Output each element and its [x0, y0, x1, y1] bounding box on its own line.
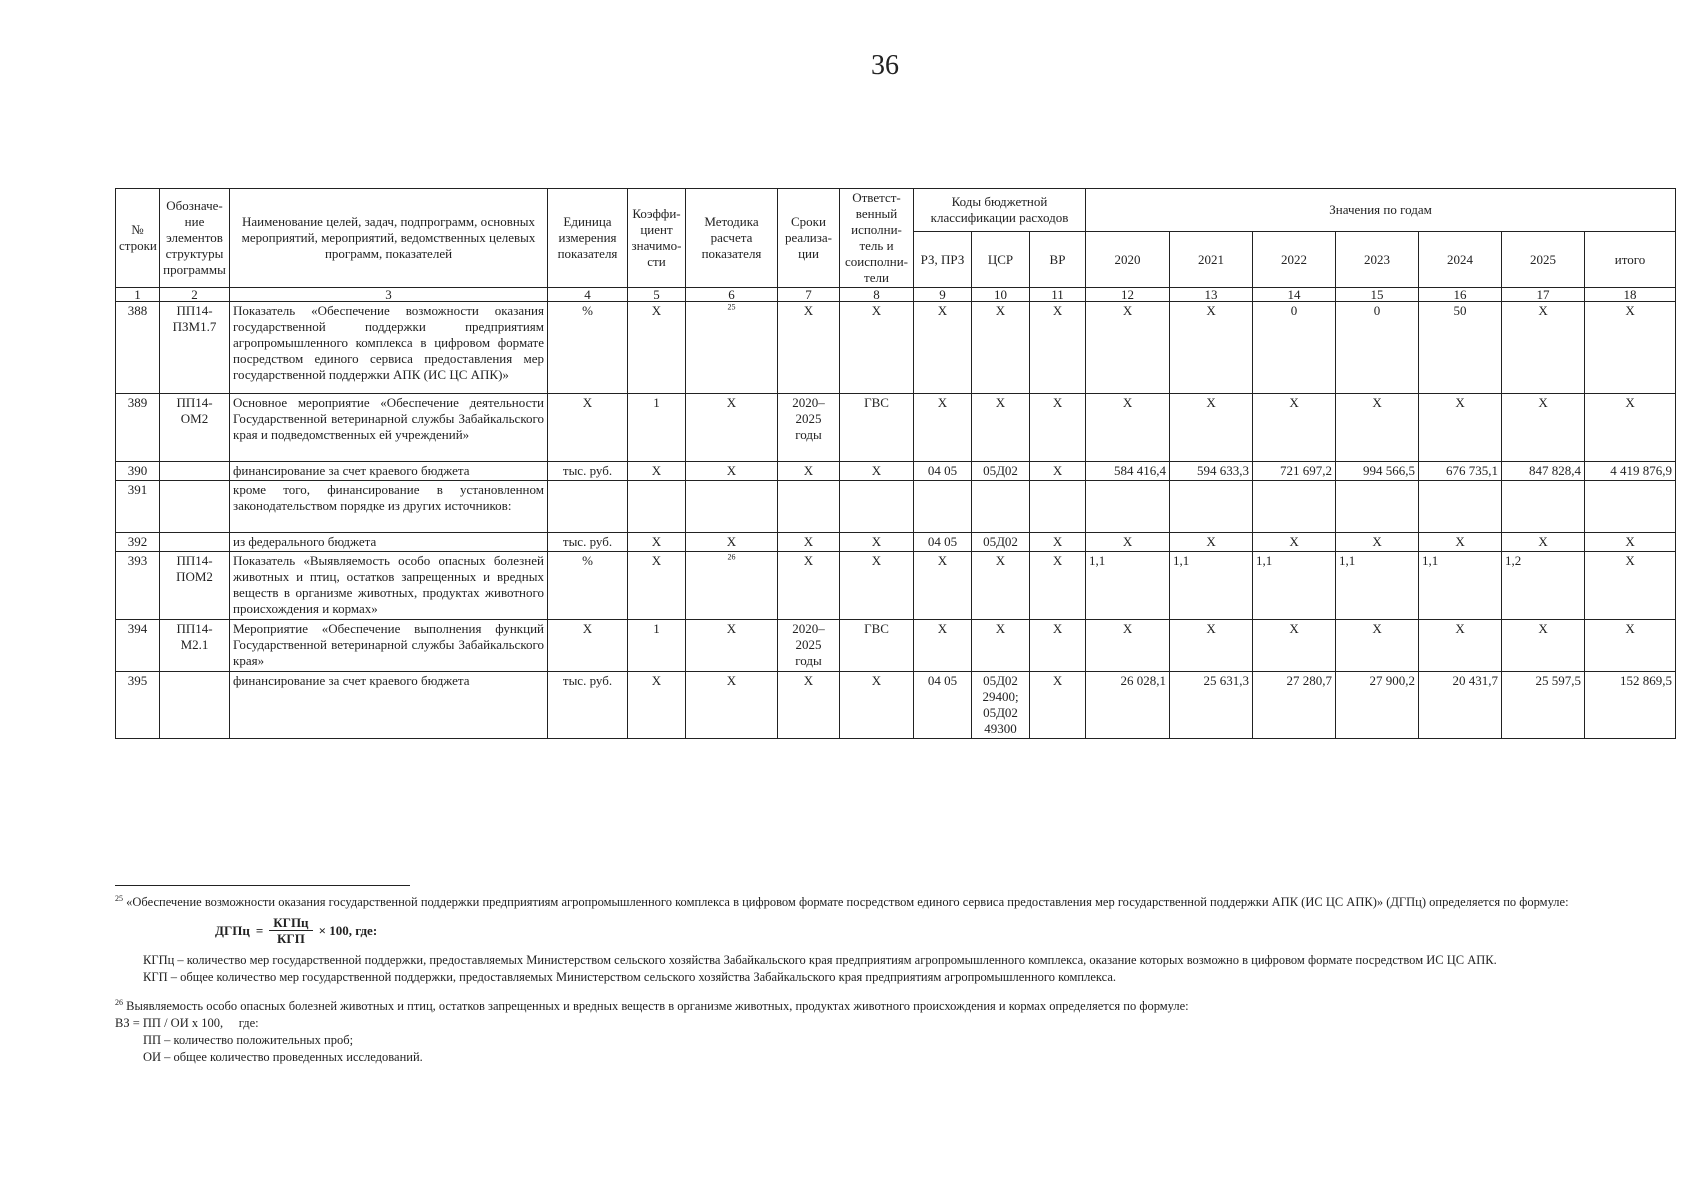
- cell-method: Х: [686, 533, 778, 552]
- cell-responsible: ГВС: [840, 620, 914, 672]
- header-budget-codes: Коды бюджетной классификации расходов: [914, 189, 1086, 232]
- cell-name: Мероприятие «Обеспечение выполнения функций Государственной ветеринарной службы Забайкальского края»: [230, 620, 548, 672]
- cell-2023: [1336, 481, 1419, 533]
- cell-unit: тыс. руб.: [548, 672, 628, 739]
- cell-row-no: 394: [116, 620, 160, 672]
- cell-2021: Х: [1170, 394, 1253, 462]
- cell-name: Показатель «Выявляемость особо опасных болезней животных и птиц, остатков запрещенных и вредных веществ в организме животных, продуктах животного происхождения и кормах»: [230, 552, 548, 620]
- cell-name: Основное мероприятие «Обеспечение деятельности Государственной ветеринарной службы Забайкальского края и подведомственных ей учреждений»: [230, 394, 548, 462]
- cell-rz: Х: [914, 394, 972, 462]
- cell-name: финансирование за счет краевого бюджета: [230, 462, 548, 481]
- footnote-text: Выявляемость особо опасных болезней животных и птиц, остатков запрещенных и вредных веществ в организме животных, продуктах животного происхождения и кормах определяется по формуле:: [126, 999, 1189, 1013]
- cell-coef: Х: [628, 462, 686, 481]
- cell-terms: Х: [778, 462, 840, 481]
- cell-code: [160, 462, 230, 481]
- cell-method: Х: [686, 394, 778, 462]
- column-number: 9: [914, 288, 972, 302]
- cell-responsible: ГВС: [840, 394, 914, 462]
- cell-2021: Х: [1170, 533, 1253, 552]
- cell-vr: [1030, 481, 1086, 533]
- cell-row-no: 392: [116, 533, 160, 552]
- cell-rz: Х: [914, 620, 972, 672]
- cell-total: Х: [1585, 302, 1676, 394]
- cell-rz: 04 05: [914, 672, 972, 739]
- column-number: 4: [548, 288, 628, 302]
- cell-rz: 04 05: [914, 533, 972, 552]
- cell-row-no: 390: [116, 462, 160, 481]
- cell-row-no: 393: [116, 552, 160, 620]
- cell-2020: Х: [1086, 302, 1170, 394]
- header-2024: 2024: [1419, 232, 1502, 288]
- cell-responsible: Х: [840, 302, 914, 394]
- cell-method: [686, 481, 778, 533]
- cell-2023: Х: [1336, 620, 1419, 672]
- cell-csr: 05Д02 29400; 05Д02 49300: [972, 672, 1030, 739]
- cell-terms: Х: [778, 552, 840, 620]
- table-row: [116, 302, 1676, 394]
- cell-2025: [1502, 481, 1585, 533]
- header-csr: ЦСР: [972, 232, 1030, 288]
- cell-csr: Х: [972, 302, 1030, 394]
- cell-code: ПП14-ПОМ2: [160, 552, 230, 620]
- cell-2024: 20 431,7: [1419, 672, 1502, 739]
- formula-tail: × 100, где:: [318, 923, 378, 938]
- cell-method: Х: [686, 462, 778, 481]
- cell-responsible: Х: [840, 533, 914, 552]
- formula-fraction: [269, 915, 312, 946]
- cell-coef: 1: [628, 620, 686, 672]
- footnote-mark: 26: [115, 997, 123, 1007]
- cell-2022: 0: [1253, 302, 1336, 394]
- cell-2021: Х: [1170, 302, 1253, 394]
- cell-vr: Х: [1030, 462, 1086, 481]
- footnote-definition: КГП – общее количество мер государственной поддержки, предоставляемых Министерством сельского хозяйства Забайкальского края предприятиям агропромышленного комплекса.: [143, 970, 1117, 984]
- cell-2022: Х: [1253, 620, 1336, 672]
- cell-unit: %: [548, 552, 628, 620]
- cell-total: [1585, 481, 1676, 533]
- cell-csr: 05Д02: [972, 533, 1030, 552]
- column-number: 6: [686, 288, 778, 302]
- cell-unit: тыс. руб.: [548, 462, 628, 481]
- formula-lhs: ДГПц: [215, 923, 250, 938]
- cell-unit: [548, 481, 628, 533]
- cell-rz: 04 05: [914, 462, 972, 481]
- cell-row-no: 391: [116, 481, 160, 533]
- column-number: 1: [116, 288, 160, 302]
- cell-unit: %: [548, 302, 628, 394]
- cell-terms: [778, 481, 840, 533]
- footnote-26: [115, 998, 1675, 1015]
- table-row: [116, 672, 1676, 739]
- cell-responsible: Х: [840, 672, 914, 739]
- footnote-definition: КГПц – количество мер государственной поддержки, предоставляемых Министерством сельского хозяйства Забайкальского края предприятиям агропромышленного комплекса, оказание которых возможно в цифровом формате посредством ИС ЦС АПК.: [143, 953, 1497, 967]
- cell-2023: 994 566,5: [1336, 462, 1419, 481]
- header-total: итого: [1585, 232, 1676, 288]
- cell-2023: 1,1: [1336, 552, 1419, 620]
- cell-responsible: [840, 481, 914, 533]
- cell-method: [686, 302, 778, 394]
- column-number: 12: [1086, 288, 1170, 302]
- header-row-no: № строки: [116, 189, 160, 288]
- cell-total: Х: [1585, 552, 1676, 620]
- cell-vr: Х: [1030, 672, 1086, 739]
- cell-csr: [972, 481, 1030, 533]
- cell-2023: Х: [1336, 533, 1419, 552]
- cell-terms: Х: [778, 302, 840, 394]
- cell-code: [160, 481, 230, 533]
- cell-name: кроме того, финансирование в установленном законодательством порядке из других источников:: [230, 481, 548, 533]
- table-row: [116, 552, 1676, 620]
- formula-numerator: КГПц: [269, 915, 312, 931]
- formula-equals: =: [255, 923, 264, 938]
- cell-2020: 584 416,4: [1086, 462, 1170, 481]
- column-number: 15: [1336, 288, 1419, 302]
- cell-name: из федерального бюджета: [230, 533, 548, 552]
- cell-2020: [1086, 481, 1170, 533]
- program-table: [115, 188, 1676, 739]
- cell-terms: Х: [778, 672, 840, 739]
- cell-2023: 0: [1336, 302, 1419, 394]
- cell-2020: Х: [1086, 394, 1170, 462]
- footnote-divider: [115, 885, 410, 886]
- table-row: [116, 462, 1676, 481]
- cell-2025: Х: [1502, 533, 1585, 552]
- cell-2021: Х: [1170, 620, 1253, 672]
- cell-2020: 1,1: [1086, 552, 1170, 620]
- column-number: 11: [1030, 288, 1086, 302]
- cell-2021: 594 633,3: [1170, 462, 1253, 481]
- header-terms: Сроки реализа-ции: [778, 189, 840, 288]
- cell-name: Показатель «Обеспечение возможности оказания государственной поддержки предприятиям агропромышленного комплекса в цифровом формате посредством единого сервиса предоставления мер государственной поддержки АПК (ИС ЦС АПК)»: [230, 302, 548, 394]
- cell-code: [160, 672, 230, 739]
- formula-26: ВЗ = ПП / ОИ х 100, где:: [115, 1016, 259, 1030]
- cell-2024: 50: [1419, 302, 1502, 394]
- header-responsible: Ответст-венный исполни-тель и соисполни-тели: [840, 189, 914, 288]
- column-number: 5: [628, 288, 686, 302]
- header-rz: РЗ, ПРЗ: [914, 232, 972, 288]
- cell-2025: 1,2: [1502, 552, 1585, 620]
- cell-vr: Х: [1030, 533, 1086, 552]
- column-number: 17: [1502, 288, 1585, 302]
- table-row: [116, 481, 1676, 533]
- footnote-text: «Обеспечение возможности оказания государственной поддержки предприятиям агропромышленного комплекса в цифровом формате посредством единого сервиса предоставления мер государственной поддержки АПК (ИС ЦС АПК)» (ДГПц) определяется по формуле:: [126, 895, 1569, 909]
- header-unit: Единица измерения показателя: [548, 189, 628, 288]
- column-number: 14: [1253, 288, 1336, 302]
- footnote-25: [115, 894, 1675, 911]
- cell-responsible: Х: [840, 462, 914, 481]
- cell-vr: Х: [1030, 620, 1086, 672]
- footnote-definition: ОИ – общее количество проведенных исследований.: [143, 1050, 423, 1064]
- column-number: 18: [1585, 288, 1676, 302]
- column-number: 3: [230, 288, 548, 302]
- page-number: 36: [871, 50, 899, 81]
- cell-total: 4 419 876,9: [1585, 462, 1676, 481]
- cell-2024: 1,1: [1419, 552, 1502, 620]
- cell-2023: Х: [1336, 394, 1419, 462]
- cell-2025: Х: [1502, 302, 1585, 394]
- cell-coef: 1: [628, 394, 686, 462]
- cell-2021: 1,1: [1170, 552, 1253, 620]
- cell-2020: Х: [1086, 533, 1170, 552]
- cell-total: Х: [1585, 533, 1676, 552]
- cell-2022: 27 280,7: [1253, 672, 1336, 739]
- cell-2021: [1170, 481, 1253, 533]
- cell-csr: 05Д02: [972, 462, 1030, 481]
- cell-2025: 25 597,5: [1502, 672, 1585, 739]
- column-number: 13: [1170, 288, 1253, 302]
- header-2023: 2023: [1336, 232, 1419, 288]
- cell-unit: Х: [548, 394, 628, 462]
- cell-2022: Х: [1253, 533, 1336, 552]
- footnote-ref-25[interactable]: 25: [727, 302, 736, 312]
- cell-coef: [628, 481, 686, 533]
- cell-csr: Х: [972, 620, 1030, 672]
- formula-denominator: КГП: [277, 931, 305, 946]
- header-row-1: [116, 189, 1676, 232]
- cell-2024: [1419, 481, 1502, 533]
- table-row: [116, 533, 1676, 552]
- header-vr: ВР: [1030, 232, 1086, 288]
- cell-row-no: 388: [116, 302, 160, 394]
- cell-name: финансирование за счет краевого бюджета: [230, 672, 548, 739]
- cell-total: 152 869,5: [1585, 672, 1676, 739]
- cell-code: [160, 533, 230, 552]
- cell-csr: Х: [972, 552, 1030, 620]
- cell-code: ПП14-ОМ2: [160, 394, 230, 462]
- cell-2022: Х: [1253, 394, 1336, 462]
- cell-rz: [914, 481, 972, 533]
- column-number: 10: [972, 288, 1030, 302]
- footnotes: [115, 894, 1675, 1066]
- cell-method: [686, 552, 778, 620]
- cell-2021: 25 631,3: [1170, 672, 1253, 739]
- cell-2023: 27 900,2: [1336, 672, 1419, 739]
- cell-row-no: 389: [116, 394, 160, 462]
- cell-method: Х: [686, 672, 778, 739]
- column-number: 2: [160, 288, 230, 302]
- cell-2024: 676 735,1: [1419, 462, 1502, 481]
- cell-responsible: Х: [840, 552, 914, 620]
- footnote-definition: ПП – количество положительных проб;: [143, 1033, 354, 1047]
- header-2022: 2022: [1253, 232, 1336, 288]
- cell-code: ПП14-М2.1: [160, 620, 230, 672]
- cell-method: Х: [686, 620, 778, 672]
- cell-coef: Х: [628, 533, 686, 552]
- cell-rz: Х: [914, 552, 972, 620]
- cell-coef: Х: [628, 672, 686, 739]
- header-name: Наименование целей, задач, подпрограмм, основных мероприятий, мероприятий, ведомственных целевых программ, показателей: [230, 189, 548, 288]
- cell-2024: Х: [1419, 394, 1502, 462]
- cell-row-no: 395: [116, 672, 160, 739]
- cell-coef: Х: [628, 302, 686, 394]
- cell-2022: 721 697,2: [1253, 462, 1336, 481]
- column-number-row: [116, 288, 1676, 302]
- cell-vr: Х: [1030, 302, 1086, 394]
- cell-unit: тыс. руб.: [548, 533, 628, 552]
- column-number: 8: [840, 288, 914, 302]
- cell-2024: Х: [1419, 620, 1502, 672]
- header-2021: 2021: [1170, 232, 1253, 288]
- cell-2022: 1,1: [1253, 552, 1336, 620]
- header-2020: 2020: [1086, 232, 1170, 288]
- column-number: 16: [1419, 288, 1502, 302]
- formula-25: [215, 915, 1675, 946]
- cell-total: Х: [1585, 394, 1676, 462]
- cell-terms: 2020–2025 годы: [778, 620, 840, 672]
- cell-2024: Х: [1419, 533, 1502, 552]
- cell-2025: 847 828,4: [1502, 462, 1585, 481]
- cell-unit: Х: [548, 620, 628, 672]
- header-years-group: Значения по годам: [1086, 189, 1676, 232]
- header-method: Методика расчета показателя: [686, 189, 778, 288]
- cell-2022: [1253, 481, 1336, 533]
- cell-vr: Х: [1030, 552, 1086, 620]
- column-number: 7: [778, 288, 840, 302]
- header-2025: 2025: [1502, 232, 1585, 288]
- cell-2025: Х: [1502, 620, 1585, 672]
- cell-vr: Х: [1030, 394, 1086, 462]
- cell-rz: Х: [914, 302, 972, 394]
- cell-total: Х: [1585, 620, 1676, 672]
- cell-terms: Х: [778, 533, 840, 552]
- cell-2025: Х: [1502, 394, 1585, 462]
- cell-coef: Х: [628, 552, 686, 620]
- table-row: [116, 394, 1676, 462]
- header-coef: Коэффи-циент значимо-сти: [628, 189, 686, 288]
- cell-csr: Х: [972, 394, 1030, 462]
- cell-terms: 2020–2025 годы: [778, 394, 840, 462]
- cell-code: ПП14-ПЗМ1.7: [160, 302, 230, 394]
- footnote-ref-26[interactable]: 26: [727, 552, 736, 562]
- header-designation: Обозначе-ние элементов структуры программы: [160, 189, 230, 288]
- cell-2020: 26 028,1: [1086, 672, 1170, 739]
- table-row: [116, 620, 1676, 672]
- cell-2020: Х: [1086, 620, 1170, 672]
- footnote-mark: 25: [115, 893, 123, 903]
